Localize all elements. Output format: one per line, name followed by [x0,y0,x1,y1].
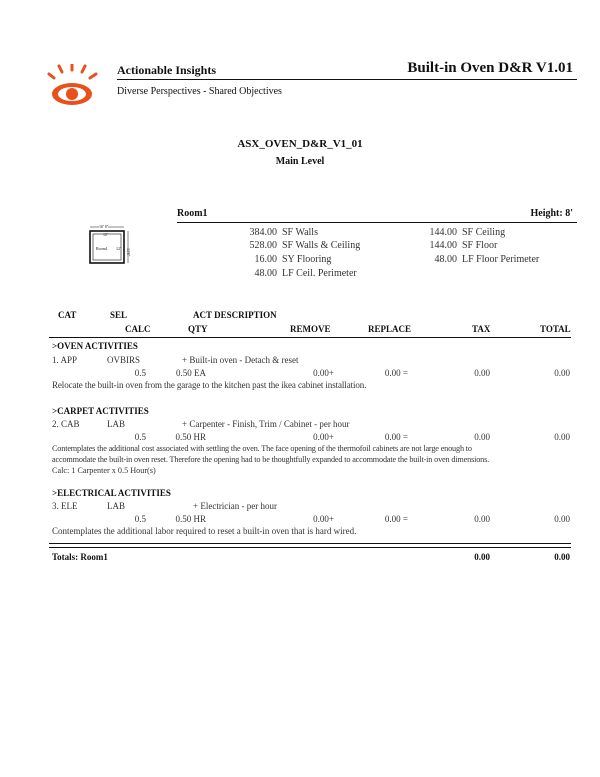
sketch-top-dim: 10' 8" [99,224,109,229]
totals-total: 0.00 [554,552,570,562]
room-height: Height: 8' [530,208,573,219]
measurement-row [232,268,432,281]
measurement-unit: SF Ceiling [462,227,506,238]
line-item-calc: 0.5 [134,514,146,524]
measurement-value: 384.00 [249,227,277,238]
measurement-row [232,254,432,267]
line-item-qty: 0.50 EA [176,368,206,378]
line-item-note: Relocate the built-in oven from the garage to the kitchen past the ikea cabinet installation. [52,380,367,390]
measurement-unit: LF Floor Perimeter [462,254,540,265]
floorplan-sketch-icon [86,224,134,270]
line-item-desc: + Electrician - per hour [193,501,278,511]
line-item-total: 0.00 [554,514,570,524]
line-item-desc: + Carpenter - Finish, Trim / Cabinet - per hour [182,419,350,429]
line-item-tax: 0.00 [474,514,490,524]
estimate-code: ASX_OVEN_D&R_V1_01 [237,138,363,150]
room-divider [177,222,577,223]
line-item-tax: 0.00 [474,432,490,442]
line-item-qty: 0.50 HR [175,432,206,442]
sketch-room-label: Room1 [96,246,108,251]
col-header-act-desc: ACT DESCRIPTION [193,310,277,320]
line-item-cat: 1. APP [52,355,78,365]
line-item-desc: + Built-in oven - Detach & reset [182,355,299,365]
measurement-value: 144.00 [429,240,457,251]
measurement-unit: SF Floor [462,240,498,251]
line-item-row [0,501,600,515]
measurement-value: 48.00 [434,254,457,265]
sketch-side-dim-a: 12' [116,246,121,251]
header-divider [117,79,577,80]
measurement-value: 16.00 [254,254,277,265]
column-header-row-1 [0,310,600,324]
line-item-note: accommodate the built-in oven reset. Therefore the opening had to be thoughtfully expanded to accommodate the built-in oven dimensions. [52,455,490,464]
line-item-remove: 0.00+ [313,368,334,378]
col-header-cat: CAT [58,310,77,320]
line-item-cat: 3. ELE [52,501,78,511]
line-item-replace: 0.00 = [384,514,408,524]
line-item-calc: 0.5 [134,368,146,378]
line-item-qty: 0.50 HR [175,514,206,524]
line-item-row [0,355,600,369]
measurement-unit: SY Flooring [282,254,332,265]
measurement-value: 48.00 [254,268,277,279]
col-header-total: TOTAL [540,324,571,334]
room-sketch [86,224,134,270]
section-heading: >CARPET ACTIVITIES [52,406,149,416]
company-name: Actionable Insights [117,63,217,77]
column-header-row-2 [0,324,600,338]
line-item-replace: 0.00 = [384,368,408,378]
measurement-value: 144.00 [429,227,457,238]
sketch-side-dim-b: 13'6" [126,248,131,257]
line-item-sel: LAB [107,501,125,511]
col-header-replace: REPLACE [368,324,412,334]
col-header-tax: TAX [472,324,491,334]
line-item-cat: 2. CAB [52,419,80,429]
line-item-total: 0.00 [554,368,570,378]
line-item-replace: 0.00 = [384,432,408,442]
line-item-note: Contemplates the additional labor required to reset a built-in oven that is hard wired. [52,526,357,536]
line-item-note: Contemplates the additional cost associated with settling the oven. The face opening of the thermofoil cabinets are not large enough to [52,444,472,453]
measurement-unit: LF Ceil. Perimeter [282,268,357,279]
line-item-total: 0.00 [554,432,570,442]
totals-row [0,552,600,566]
totals-label: Totals: Room1 [52,552,108,562]
col-header-sel: SEL [110,310,128,320]
measurement-row [412,254,582,267]
totals-tax: 0.00 [474,552,490,562]
measurement-row [412,227,582,240]
section-heading: >OVEN ACTIVITIES [52,341,138,351]
measurement-value: 528.00 [249,240,277,251]
estimate-level: Main Level [275,156,325,167]
col-header-calc: CALC [125,324,151,334]
measurement-row [412,240,582,253]
document-title: Built-in Oven D&R V1.01 [407,60,573,76]
sketch-inner-dim: 12' [103,232,108,237]
line-item-calc: 0.5 [134,432,146,442]
measurement-row [232,227,432,240]
room-name: Room1 [177,208,208,219]
column-header-divider [49,337,571,338]
totals-divider [49,543,571,548]
brand-logo [46,64,102,110]
col-header-qty: QTY [188,324,208,334]
col-header-remove: REMOVE [290,324,331,334]
line-item-sel: OVBIRS [107,355,141,365]
line-item-sel: LAB [107,419,125,429]
line-item-tax: 0.00 [474,368,490,378]
eye-logo-icon [46,64,102,110]
measurement-unit: SF Walls & Ceiling [282,240,361,251]
line-item-row [0,419,600,433]
line-item-note: Calc: 1 Carpenter x 0.5 Hour(s) [52,466,156,475]
line-item-remove: 0.00+ [313,514,334,524]
measurement-row [232,240,432,253]
measurement-unit: SF Walls [282,227,318,238]
section-heading: >ELECTRICAL ACTIVITIES [52,488,171,498]
line-item-remove: 0.00+ [313,432,334,442]
company-tagline: Diverse Perspectives - Shared Objectives [117,86,282,97]
